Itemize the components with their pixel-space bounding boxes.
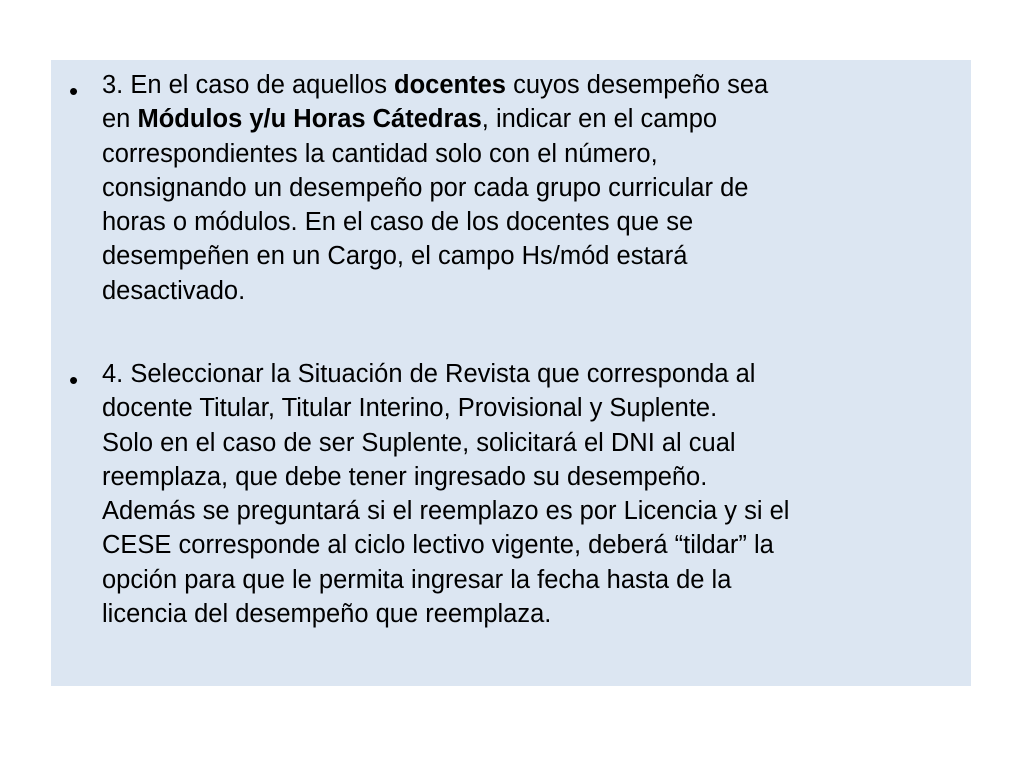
text-run: en: [102, 105, 138, 134]
text-run: licencia del desempeño que reemplaza.: [102, 600, 552, 629]
text-run: reemplaza, que debe tener ingresado su desempeño.: [102, 462, 708, 491]
text-run: 3. En el caso de aquellos: [102, 71, 395, 99]
text-line: [102, 597, 962, 631]
text-line: [102, 563, 962, 597]
text-line: [102, 239, 962, 273]
text-run: Además se preguntará si el reemplazo es por Licencia y si el: [102, 497, 790, 526]
text-line: [102, 171, 962, 205]
text-run: consignando un desempeño por cada grupo curricular de: [102, 173, 749, 202]
text-line: [102, 494, 962, 528]
text-line: [102, 102, 962, 136]
bullet-dot: •: [69, 365, 79, 395]
text-run: Solo en el caso de ser Suplente, solicitará el DNI al cual: [102, 428, 736, 457]
text-run: 4. Seleccionar la Situación de Revista que corresponda al: [102, 360, 756, 388]
text-run: CESE corresponde al ciclo lectivo vigente, deberá “tildar” la: [102, 531, 774, 560]
text-run: cuyos desempeño sea: [505, 71, 769, 99]
bullet-dot: •: [69, 76, 79, 106]
text-line: [102, 68, 962, 102]
text-run: opción para que le permita ingresar la fecha hasta de la: [102, 565, 732, 594]
text-run: correspondientes la cantidad solo con el número,: [102, 139, 658, 168]
text-line: [102, 426, 962, 460]
bold-text-run: Módulos y/u Horas Cátedras: [137, 105, 482, 134]
text-line: [102, 460, 962, 494]
content-box: [51, 60, 971, 686]
bullet-text: [102, 357, 962, 631]
text-line: [102, 391, 962, 425]
text-line: [102, 274, 962, 308]
bullet-text: [102, 68, 962, 308]
text-line: [102, 205, 962, 239]
text-line: [102, 137, 962, 171]
text-line: [102, 357, 962, 391]
bold-text-run: docentes: [394, 71, 506, 99]
text-run: desactivado.: [102, 276, 246, 305]
text-run: desempeñen en un Cargo, el campo Hs/mód estará: [102, 242, 688, 271]
text-run: horas o módulos. En el caso de los docentes que se: [102, 208, 694, 237]
text-line: [102, 528, 962, 562]
text-run: docente Titular, Titular Interino, Provisional y Suplente.: [102, 394, 718, 423]
text-run: , indicar en el campo: [481, 105, 718, 134]
